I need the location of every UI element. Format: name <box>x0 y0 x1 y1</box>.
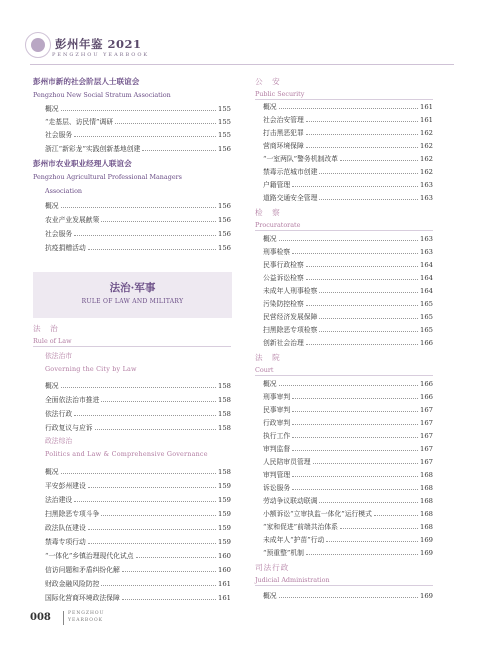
section-title: 彭州市农业职业经理人联谊会 <box>33 159 132 168</box>
toc-entry[interactable]: 劳动争议联动联调 168 <box>263 497 433 505</box>
toc-entry[interactable]: 概况 158 <box>45 468 231 476</box>
header-divider <box>30 64 454 65</box>
toc-entry[interactable]: 信访问题和矛盾纠纷化解 160 <box>45 566 231 574</box>
toc-entry[interactable]: 社会服务 155 <box>45 131 231 139</box>
footer-divider <box>63 611 64 625</box>
toc-entry[interactable]: 概况 163 <box>263 235 433 243</box>
subsection-title-en: Governing the City by Law <box>45 365 137 373</box>
toc-entry[interactable]: 人民陪审员管理 167 <box>263 458 433 466</box>
footer-brand: PENGZHOU <box>68 611 105 616</box>
chapter-title: 法治·军事 <box>109 282 156 294</box>
section-title-en: Association <box>45 187 83 195</box>
section-title: 彭州市新的社会阶层人士联谊会 <box>33 77 140 86</box>
toc-entry[interactable]: 农业产业发展献策 156 <box>45 216 231 224</box>
toc-entry[interactable]: 户籍管理 163 <box>263 181 433 189</box>
section-title: 公 安 <box>255 77 281 86</box>
toc-entry[interactable]: “一室两队”警务机制改革 162 <box>263 155 433 163</box>
section-title-en: Court <box>255 366 274 374</box>
toc-entry[interactable]: 禁毒专项行动 159 <box>45 538 231 546</box>
toc-entry[interactable]: 审判监督 167 <box>263 445 433 453</box>
toc-entry[interactable]: 概况 161 <box>263 103 433 111</box>
section-title: 法 治 <box>33 324 59 333</box>
toc-entry[interactable]: 道路交通安全管理 163 <box>263 194 433 202</box>
toc-entry[interactable]: 执行工作 167 <box>263 432 433 440</box>
toc-entry[interactable]: 依法行政 158 <box>45 410 231 418</box>
toc-entry[interactable]: 公益诉讼检察 164 <box>263 274 433 282</box>
toc-entry[interactable]: 概况 155 <box>45 105 231 113</box>
section-divider <box>33 346 231 347</box>
footer-brand-sub: YEARBOOK <box>68 618 104 623</box>
toc-entry[interactable]: 未成年人刑事检察 164 <box>263 287 433 295</box>
toc-entry[interactable]: 浙江“新彩龙”实践创新基地创建 156 <box>45 145 231 153</box>
toc-entry[interactable]: 审判管理 168 <box>263 471 433 479</box>
toc-entry[interactable]: 概况 158 <box>45 382 231 390</box>
toc-entry[interactable]: 全面依法治市推进 158 <box>45 396 231 404</box>
section-divider <box>255 585 433 586</box>
section-divider <box>255 375 433 376</box>
toc-entry[interactable]: 创新社会治理 166 <box>263 339 433 347</box>
toc-entry[interactable]: 财政金融风险防控 161 <box>45 580 231 588</box>
section-title-en: Judicial Administration <box>255 576 330 584</box>
toc-entry[interactable]: 扫黑除恶专项检察 165 <box>263 326 433 334</box>
section-title: 检 察 <box>255 208 281 217</box>
section-title-en: Procuratorate <box>255 221 301 229</box>
toc-entry[interactable]: 社会服务 156 <box>45 230 231 238</box>
toc-entry[interactable]: 社会治安管理 161 <box>263 116 433 124</box>
section-divider <box>255 230 433 231</box>
toc-entry[interactable]: 平安彭州建设 159 <box>45 482 231 490</box>
toc-entry[interactable]: 法治建设 159 <box>45 496 231 504</box>
toc-entry[interactable]: 民事审判 167 <box>263 406 433 414</box>
toc-entry[interactable]: 刑事检察 163 <box>263 248 433 256</box>
subsection-title: 依法治市 <box>45 352 73 360</box>
toc-entry[interactable]: 概况 156 <box>45 202 231 210</box>
toc-entry[interactable]: 营商环境保障 162 <box>263 142 433 150</box>
toc-entry[interactable]: 打击黑恶犯罪 162 <box>263 129 433 137</box>
toc-entry[interactable]: 抗疫捐赠活动 156 <box>45 244 231 252</box>
toc-entry[interactable]: 诉讼服务 168 <box>263 484 433 492</box>
section-divider <box>255 99 433 100</box>
yearbook-subtitle: PENGZHOU YEARBOOK <box>52 52 150 58</box>
toc-entry[interactable]: 概况 166 <box>263 380 433 388</box>
toc-entry[interactable]: 民营经济发展保障 165 <box>263 313 433 321</box>
yearbook-logo-icon <box>25 32 51 58</box>
section-title: 司法行政 <box>255 563 290 572</box>
toc-entry[interactable]: 行政复议与应诉 158 <box>45 424 231 432</box>
section-title-en: Rule of Law <box>33 337 72 345</box>
chapter-title-en: RULE OF LAW AND MILITARY <box>81 298 184 305</box>
section-title-en: Public Security <box>255 90 305 98</box>
toc-entry[interactable]: 政法队伍建设 159 <box>45 524 231 532</box>
toc-entry[interactable]: 污染防控检察 165 <box>263 300 433 308</box>
toc-entry[interactable]: 国际化营商环境政法保障 161 <box>45 594 231 602</box>
toc-entry[interactable]: 扫黑除恶专项斗争 159 <box>45 510 231 518</box>
toc-entry[interactable]: 未成年人“护苗”行动 169 <box>263 536 433 544</box>
toc-entry[interactable]: 民事行政检察 164 <box>263 261 433 269</box>
subsection-title-en: Politics and Law & Comprehensive Governance <box>45 450 208 458</box>
toc-entry[interactable]: 概况 169 <box>263 592 433 600</box>
section-title: 法 院 <box>255 353 281 362</box>
toc-entry[interactable]: “家和促进”前端共治体系 168 <box>263 523 433 531</box>
subsection-title: 政法综治 <box>45 437 73 445</box>
yearbook-title: 彭州年鉴 2021 <box>55 37 142 51</box>
toc-entry[interactable]: 行政审判 167 <box>263 419 433 427</box>
toc-entry[interactable]: “预重整”机制 169 <box>263 549 433 557</box>
toc-entry[interactable]: 小额诉讼“立审执监一体化”运行模式 168 <box>263 510 433 518</box>
toc-entry[interactable]: 刑事审判 166 <box>263 393 433 401</box>
chapter-banner <box>33 272 232 318</box>
page-number: 008 <box>30 612 51 623</box>
toc-entry[interactable]: “一体化”乡镇治理现代化试点 160 <box>45 552 231 560</box>
toc-entry[interactable]: 禁毒示范城市创建 162 <box>263 168 433 176</box>
section-title-en: Pengzhou New Social Stratum Association <box>33 91 171 99</box>
toc-entry[interactable]: “走基层、访民情”调研 155 <box>45 118 231 126</box>
section-title-en: Pengzhou Agricultural Professional Managers <box>33 173 182 181</box>
